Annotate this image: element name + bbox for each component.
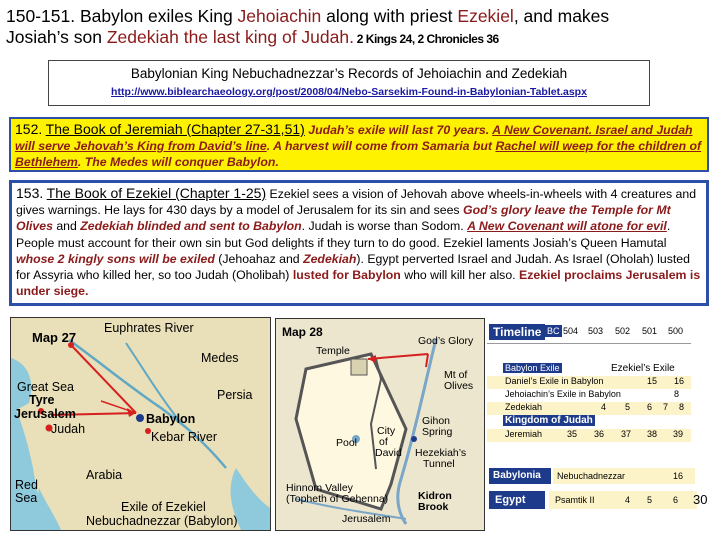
box-number: 153. (16, 185, 44, 201)
timeline (487, 321, 691, 529)
header-text: Josiah’s son (6, 27, 107, 47)
records-box (48, 60, 650, 106)
box-text: A New Covenant will atone for evil (467, 219, 667, 234)
timeline-value: 5 (647, 495, 653, 505)
box-text: ). Egypt perverted Israel and Judah. As Israel (Oholah) lusted for Assyria who killed her, so too Judah (Oholibah) (16, 251, 690, 283)
map-label-judah: Judah (51, 422, 86, 436)
header-text: 150-151. Babylon exiles King (6, 6, 238, 26)
box-text: Judah’s exile will last 70 years. (304, 123, 493, 137)
timeline-value: 6 (673, 495, 679, 505)
map-label-city-of-david: of (379, 436, 388, 448)
timeline-row (487, 363, 691, 376)
map-label-great-sea: Great Sea (17, 380, 74, 394)
timeline-value: 15 (647, 376, 658, 386)
timeline-value: 7 (663, 402, 669, 412)
header-zedekiah: Zedekiah the last king of Judah. (106, 27, 354, 47)
timeline-label: Nebuchadnezzar (553, 468, 695, 484)
box-text: A New Covenant. (492, 123, 593, 137)
timeline-value: 6 (647, 402, 653, 412)
timeline-label: Babylonia (489, 468, 551, 484)
header-text: , and makes (513, 6, 610, 26)
timeline-value: 16 (673, 471, 684, 481)
box-text: . A harvest will come from Samaria but (266, 139, 493, 153)
map-label-gihon: Gihon (422, 415, 451, 427)
map-label-kebar: Kebar River (151, 430, 217, 444)
timeline-label: Egypt (489, 491, 545, 509)
box-text: (Jehoahaz and (214, 251, 304, 266)
timeline-label: Ezekiel’s Exile (611, 363, 675, 374)
timeline-value: 16 (674, 376, 685, 386)
ezekiel-box (9, 180, 709, 306)
timeline-row (487, 415, 691, 428)
jeremiah-box (9, 117, 709, 172)
timeline-header (487, 321, 691, 344)
timeline-value: 5 (625, 402, 631, 412)
timeline-row (487, 491, 691, 509)
map-label-tyre: Tyre (29, 393, 55, 407)
timeline-year: 503 (588, 326, 604, 336)
box-text: whose 2 kingly sons will be exiled (16, 251, 215, 266)
box-text: Ezekiel sees a vision of Jehovah above wheels-in-wheels with 4 creatures and gives warnings. He lays for 430 days by a model of Jerusalem for its sin and sees (16, 187, 697, 218)
box-text: Zedekiah (303, 251, 357, 266)
map-label-hezekiah: Tunnel (423, 458, 455, 470)
map-label-jerusalem: Jerusalem (342, 513, 391, 525)
map-title: Map 28 (282, 325, 323, 339)
box-text: God’s glory leave the Temple for Mt Olives (16, 203, 671, 234)
box-text: Zedekiah blinded and sent to Babylon (80, 219, 302, 234)
map-label-babylon: Babylon (146, 412, 196, 426)
map-28 (275, 318, 485, 531)
timeline-label: Zedekiah (505, 402, 543, 412)
timeline-value: 36 (594, 429, 605, 439)
timeline-value: 4 (625, 495, 631, 505)
map-label-exile: Exile of Ezekiel (121, 500, 206, 514)
timeline-year: 501 (642, 326, 658, 336)
map-label-medes: Medes (201, 351, 239, 365)
map-label-persia: Persia (217, 388, 253, 402)
timeline-year: 504 (563, 326, 579, 336)
timeline-value: 35 (567, 429, 578, 439)
header-reference: 2 Kings 24, 2 Chronicles 36 (353, 32, 499, 46)
timeline-label: Jeremiah (505, 429, 543, 439)
timeline-row (487, 376, 691, 389)
map-label-jerusalem: Jerusalem (14, 407, 76, 421)
map-label-mt-olives: Olives (444, 380, 474, 392)
timeline-year: 500 (668, 326, 684, 336)
records-link[interactable]: http://www.biblearchaeology.org/post/2008/04/Nebo-Sarsekim-Found-in-Babylonian-Tablet.aspx (111, 86, 587, 98)
timeline-label: Babylon Exile (505, 363, 560, 373)
box-text: Ezekiel proclaims Jerusalem is under siege. (16, 268, 701, 299)
map-label-temple: Temple (316, 345, 350, 357)
map-label-kidron: Brook (418, 501, 449, 513)
page-number: 30 (693, 492, 708, 507)
timeline-bc: BC (547, 326, 560, 336)
timeline-value: 38 (647, 429, 658, 439)
box-text: . Judah is worse than Sodom. (301, 219, 468, 234)
timeline-label: Psamtik II (549, 491, 697, 509)
map-title: Map 27 (32, 330, 77, 345)
timeline-value: 39 (673, 429, 684, 439)
timeline-row (487, 389, 691, 402)
map-27-graphic (11, 318, 270, 530)
box-text: Rachel will weep for the children of Bethlehem (15, 139, 702, 169)
header-jehoiachin: Jehoiachin (237, 6, 322, 26)
records-title: Babylonian King Nebuchadnezzar’s Records of Jehoiachin and Zedekiah (130, 66, 568, 81)
box-text: . People must account for their own sin but God delights if they turn to do good. Ezekiel laments Josiah’s Queen Hamutal (16, 219, 671, 250)
timeline-row (487, 402, 691, 415)
box-number: 152. (15, 121, 43, 137)
map-27 (10, 317, 271, 531)
map-label-red: Red (15, 478, 38, 492)
map-label-sea: Sea (15, 491, 38, 505)
slide-header (6, 6, 714, 50)
timeline-year: 502 (615, 326, 631, 336)
timeline-title: Timeline (489, 324, 545, 340)
timeline-value: 4 (601, 402, 607, 412)
map-label-arabia: Arabia (86, 468, 123, 482)
timeline-row (487, 429, 691, 442)
timeline-row (487, 468, 691, 484)
timeline-label: Kingdom of Judah (505, 415, 593, 426)
box-text: who will kill her also. (400, 268, 520, 283)
map-label-kidron: Kidron (418, 490, 452, 502)
timeline-label: Jehoiachin’s Exile in Babylon (505, 389, 621, 399)
map-label-pool: Pool (336, 437, 358, 449)
map-label-valley: (Topheth of Gehenna) (286, 493, 389, 505)
box-text: and (52, 219, 81, 234)
timeline-value: 37 (621, 429, 632, 439)
header-ezekiel: Ezekiel (457, 6, 514, 26)
map-label-nebuchadnezzar: Nebuchadnezzar (Babylon) (86, 514, 238, 528)
timeline-label: Daniel’s Exile in Babylon (505, 376, 604, 386)
map-label-mt-olives: Mt of (444, 369, 468, 381)
map-label-hezekiah: Hezekiah’s (415, 447, 467, 459)
header-text: along with priest (321, 6, 458, 26)
box-text: . The Medes will conquer Babylon. (77, 155, 279, 169)
box-text: Israel and Judah will serve Jehovah’s King from David’s line (15, 123, 693, 153)
map-label-gihon: Spring (422, 426, 453, 438)
book-title: The Book of Ezekiel (Chapter 1-25) (46, 185, 267, 201)
book-title: The Book of Jeremiah (Chapter 27-31,51) (45, 121, 305, 137)
box-text: lusted for Babylon (292, 268, 401, 283)
timeline-value: 8 (674, 389, 680, 399)
map-label-city-of-david: City (377, 425, 396, 437)
map-label-euphrates: Euphrates River (104, 321, 194, 335)
map-label-city-of-david: David (375, 447, 402, 459)
map-label-valley: Hinnom Valley (286, 482, 353, 494)
map-label-gods-glory: God’s Glory (418, 335, 474, 347)
timeline-value: 8 (679, 402, 685, 412)
